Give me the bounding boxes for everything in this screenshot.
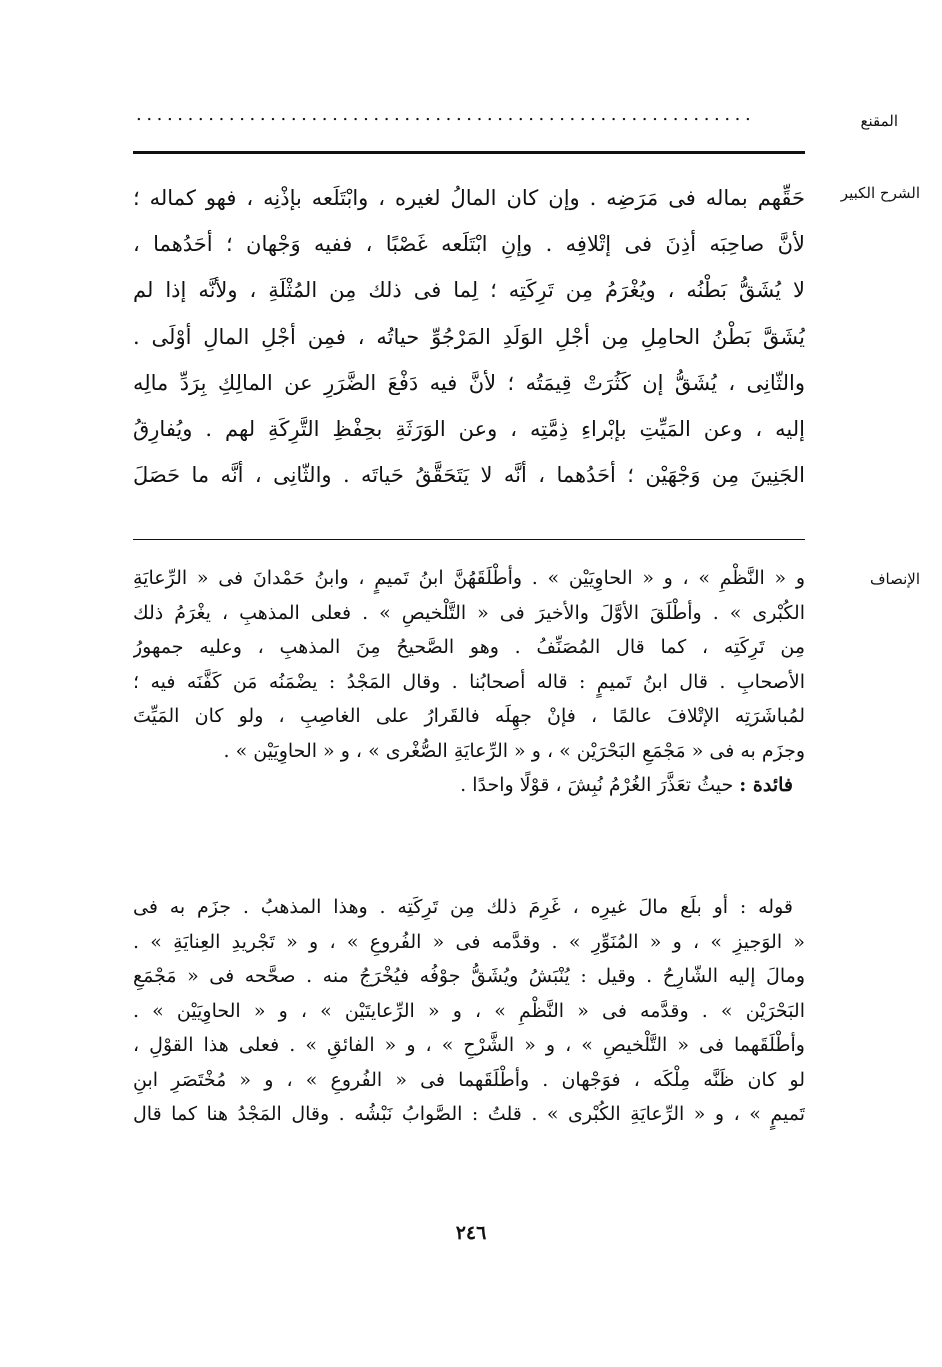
insaf-line: ومالَ إليه الشّارِحُ . وقيل : يُنْبَشُ ويُشَقُّ جوْفُه فيُخْرَجُ منه . صحَّحه فى « مَجْمَعِ [133,965,805,987]
insaf-line: الأصحابِ . قال ابنُ تَميمٍ : قاله أصحابُنا . وقال المَجْدُ : يضْمَنُه مَن كَفَّنَه فيه ؛ [133,670,805,693]
sharh-label: الشرح الكبير [840,184,920,202]
sharh-line: لأنَّ صاحِبَه أذِنَ فى إتْلافِه . وإنِ ابْتَلَعه غَصْبًا ، ففيه وَجْهان ؛ أحَدُهما ، [133,232,805,257]
insaf-label: الإنصاف [869,570,920,588]
insaf-paragraph-2 [133,890,805,1132]
insaf-line: البَحْرَيْن » . وقدَّمه فى « النَّظْمِ » ، و « الرِّعايتَيْن » ، و « الحاوِيَيْن » . [133,999,805,1022]
insaf-line: الكُبْرى » . وأطْلَقَ الأوَّلَ والأخيرَ فى « التَّلْخيصِ » . فعلى المذهبِ ، يغْرَمُ ذلك [133,601,805,624]
sharh-line: حَقِّهم بماله فى مَرَضِه . وإن كان المالُ لغيره ، وابْتَلَعه بإذْنِه ، فهو كماله ؛ [133,186,805,210]
insaf-line: لو كان ظَنَّه مِلْكَه ، فوَجْهان . وأطْلَقَهما فى « الفُروعِ » ، و « مُخْتَصَرِ ابنِ [133,1068,805,1091]
insaf-line: قوله : أو بلَع مالَ غيرِه ، غَرِمَ ذلك مِن تَرِكَتِه . وهذا المذهبُ . جزَم به فى [133,896,793,918]
sharh-line: لا يُشَقُّ بَطْنُه ، ويُغْرَمُ مِن تَرِكَتِه ؛ لِما فى ذلك مِن المُثْلَةِ ، ولأنَّه إذا لم [133,278,805,303]
dotted-separator: ............................................................ [136,104,756,124]
sharh-line: إليه ، وعن المَيِّتِ بإبْراءِ ذِمَّتِه ، وعن الوَرَثَةِ بحِفْظِ التَّرِكَةِ لهم . ويُفارِقُ [133,416,805,441]
insaf-line: مِن تَرِكَتِه ، كما قال المُصَنِّفُ . وهو الصَّحيحُ مِنَ المذهبِ ، وعليه جمهورُ [133,636,805,658]
insaf-line: وجزَم به فى « مَجْمَعِ البَحْرَيْن » ، و « الرِّعايَةِ الصُّغْرى » ، و « الحاوِيَيْن » . [223,739,805,762]
header-rule [133,151,805,154]
insaf-line: و « النَّظْمِ » ، و « الحاوِيَيْن » . وأطْلَقَهُنَّ ابنُ تَميمٍ ، وابنُ حَمْدانَ فى « الرِّعايَةِ [133,567,805,589]
faida-label: فائدة : [739,774,793,796]
sharh-line: والثّانِى ، يُشَقُّ إن كَثُرَتْ قِيمَتُه ؛ لأنَّ فيه دَفْعَ الضَّرَرِ عن المالِكِ بِرَدِّ مالِه [133,370,805,395]
faida-text: حيثُ تعَذَّرَ الغُرْمُ نُبِشَ ، قوْلًا واحدًا . [460,774,734,796]
section-divider [133,539,805,540]
faida-line [133,768,805,803]
page-number: ٢٤٦ [455,1222,487,1244]
running-head-label: المقنع [860,112,898,130]
insaf-line: « الوَجيزِ » ، و « المُنَوِّرِ » . وقدَّمه فى « الفُروعِ » ، و « تَجْريدِ العِنايَةِ » . [133,930,805,953]
sharh-text-block [133,175,805,498]
sharh-line: يُشَقَّ بَطْنُ الحامِلِ مِن أجْلِ الوَلَدِ المَرْجُوِّ حياتُه ، فمِن أجْلِ المالِ أوْلَى . [133,324,805,349]
insaf-line: تَميمٍ » ، و « الرِّعايَةِ الكُبْرى » . قلتُ : الصَّوابُ نَبْشُه . وقال المَجْدُ هنا كما قال [133,1103,805,1125]
sharh-line: الجَنِينَ مِن وَجْهَيْن ؛ أحَدُهما ، أنَّه لا يَتَحَقَّقُ حَياتَه . والثّانِى ، أنَّه ما حَصَلَ [133,463,805,488]
insaf-line: وأطْلَقَهما فى « التَّلْخيصِ » ، و « الشَّرْحِ » ، و « الفائقِ » . فعلى هذا القوْلِ ، [133,1034,805,1056]
insaf-text-block [133,561,805,803]
insaf-line: لمُباشَرَتِه الإتْلافَ عالمًا ، فإنْ جهِلَه فالقَرارُ على الغاصِبِ ، ولو كان المَيِّتَ [133,705,805,727]
